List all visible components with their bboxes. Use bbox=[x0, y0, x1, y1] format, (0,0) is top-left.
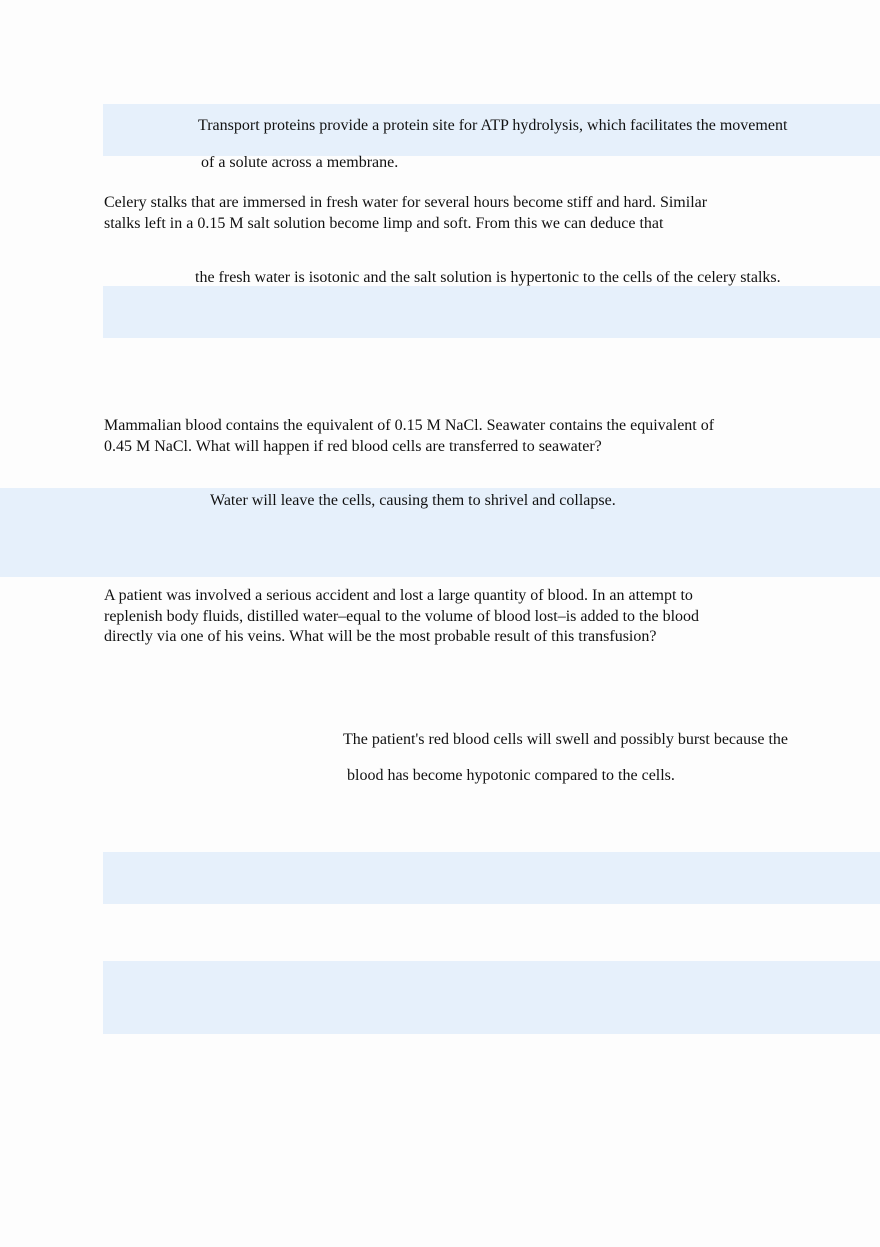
question-4-line-3: directly via one of his veins. What will be the most probable result of this transfusion? bbox=[104, 628, 657, 645]
answer-2-line-1: the fresh water is isotonic and the salt solution is hypertonic to the cells of the celery stalks. bbox=[195, 269, 781, 286]
question-2-line-1: Celery stalks that are immersed in fresh water for several hours become stiff and hard. Similar bbox=[104, 194, 708, 211]
answer-highlight-band-5 bbox=[103, 961, 880, 1034]
answer-highlight-band-2 bbox=[103, 286, 880, 338]
question-2-line-2: stalks left in a 0.15 M salt solution become limp and soft. From this we can deduce that bbox=[104, 214, 664, 232]
answer-highlight-band-4 bbox=[103, 852, 880, 904]
answer-3-line-1: Water will leave the cells, causing them to shrivel and collapse. bbox=[210, 492, 616, 509]
question-4-line-2: replenish body fluids, distilled water–equal to the volume of blood lost–is added to the blood bbox=[104, 607, 700, 625]
answer-4-line-2: blood has become hypotonic compared to the cells. bbox=[347, 767, 675, 784]
answer-4-line-1: The patient's red blood cells will swell and possibly burst because the bbox=[343, 731, 789, 748]
question-3-line-1: Mammalian blood contains the equivalent of 0.15 M NaCl. Seawater contains the equivalent of bbox=[104, 417, 715, 434]
answer-1-line-2: of a solute across a membrane. bbox=[201, 154, 399, 171]
question-3-line-2: 0.45 M NaCl. What will happen if red blood cells are transferred to seawater? bbox=[104, 437, 602, 455]
question-4-line-1: A patient was involved a serious accident and lost a large quantity of blood. In an attempt to bbox=[104, 587, 693, 604]
answer-1-line-1: Transport proteins provide a protein site for ATP hydrolysis, which facilitates the movement bbox=[198, 117, 788, 134]
